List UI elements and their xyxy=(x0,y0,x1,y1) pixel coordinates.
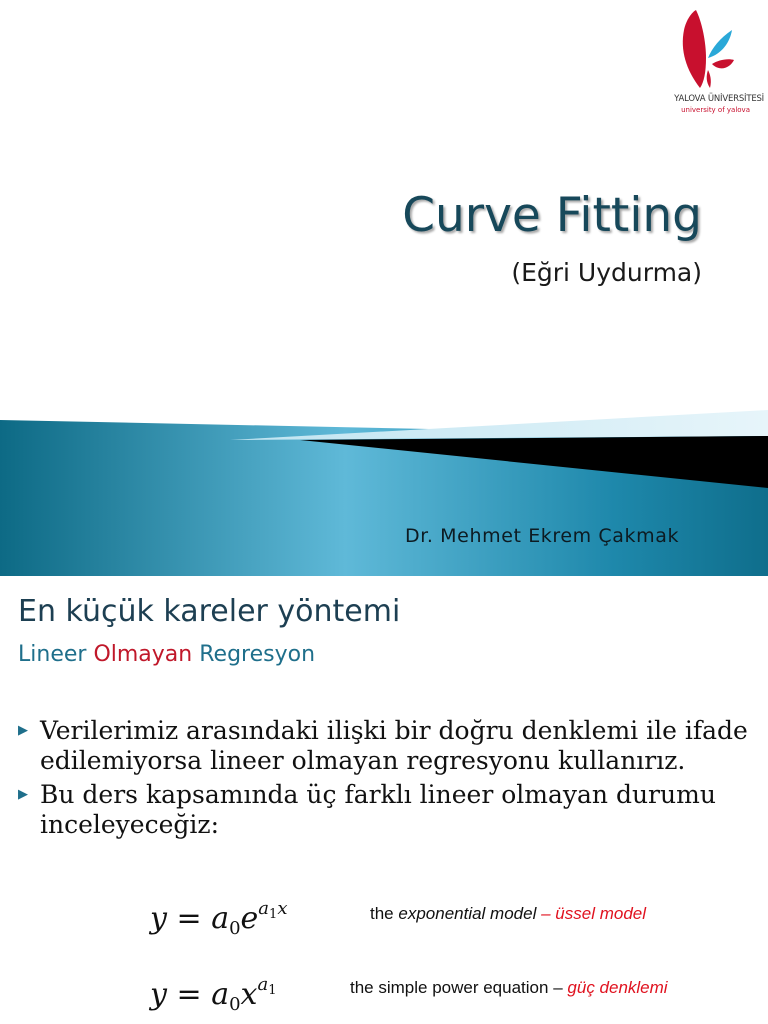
exponential-description: the exponential model – üssel model xyxy=(370,904,647,923)
butterfly-logo-icon xyxy=(678,8,738,90)
list-item xyxy=(18,716,758,776)
section-title: En küçük kareler yöntemi xyxy=(18,594,401,629)
list-item xyxy=(18,780,758,840)
bullet-list xyxy=(18,716,758,840)
author-name: Dr. Mehmet Ekrem Çakmak xyxy=(405,525,680,547)
power-formula: $y = a_0x^{a_1}$ xyxy=(150,974,277,1015)
slide-title: Curve Fitting xyxy=(402,188,702,243)
bullet-text: Verilerimiz arasındaki ilişki bir doğru denklemi ile ifade edilemiyorsa lineer olmayan regresyonu kullanırız. xyxy=(40,716,748,775)
section-subtitle xyxy=(18,642,315,667)
university-name: YALOVA ÜNİVERSİTESİ xyxy=(674,94,764,104)
bullet-arrow-icon: ▶ xyxy=(18,787,28,802)
exponential-formula: $y = a_0e^{a_1x}$ xyxy=(150,898,288,939)
content-slide xyxy=(0,576,768,1024)
subtitle-word-lineer: Lineer xyxy=(18,642,87,667)
decorative-band xyxy=(0,410,768,576)
power-description: the simple power equation – güç denklemi xyxy=(350,978,668,997)
university-name-en: university of yalova xyxy=(681,106,750,114)
university-logo xyxy=(650,8,762,118)
subtitle-word-regresyon: Regresyon xyxy=(199,642,316,667)
bullet-arrow-icon: ▶ xyxy=(18,723,28,738)
bullet-text: Bu ders kapsamında üç farklı lineer olmayan durumu inceleyeceğiz: xyxy=(40,780,716,839)
slide-subtitle: (Eğri Uydurma) xyxy=(511,258,702,287)
subtitle-word-olmayan: Olmayan xyxy=(93,642,193,667)
